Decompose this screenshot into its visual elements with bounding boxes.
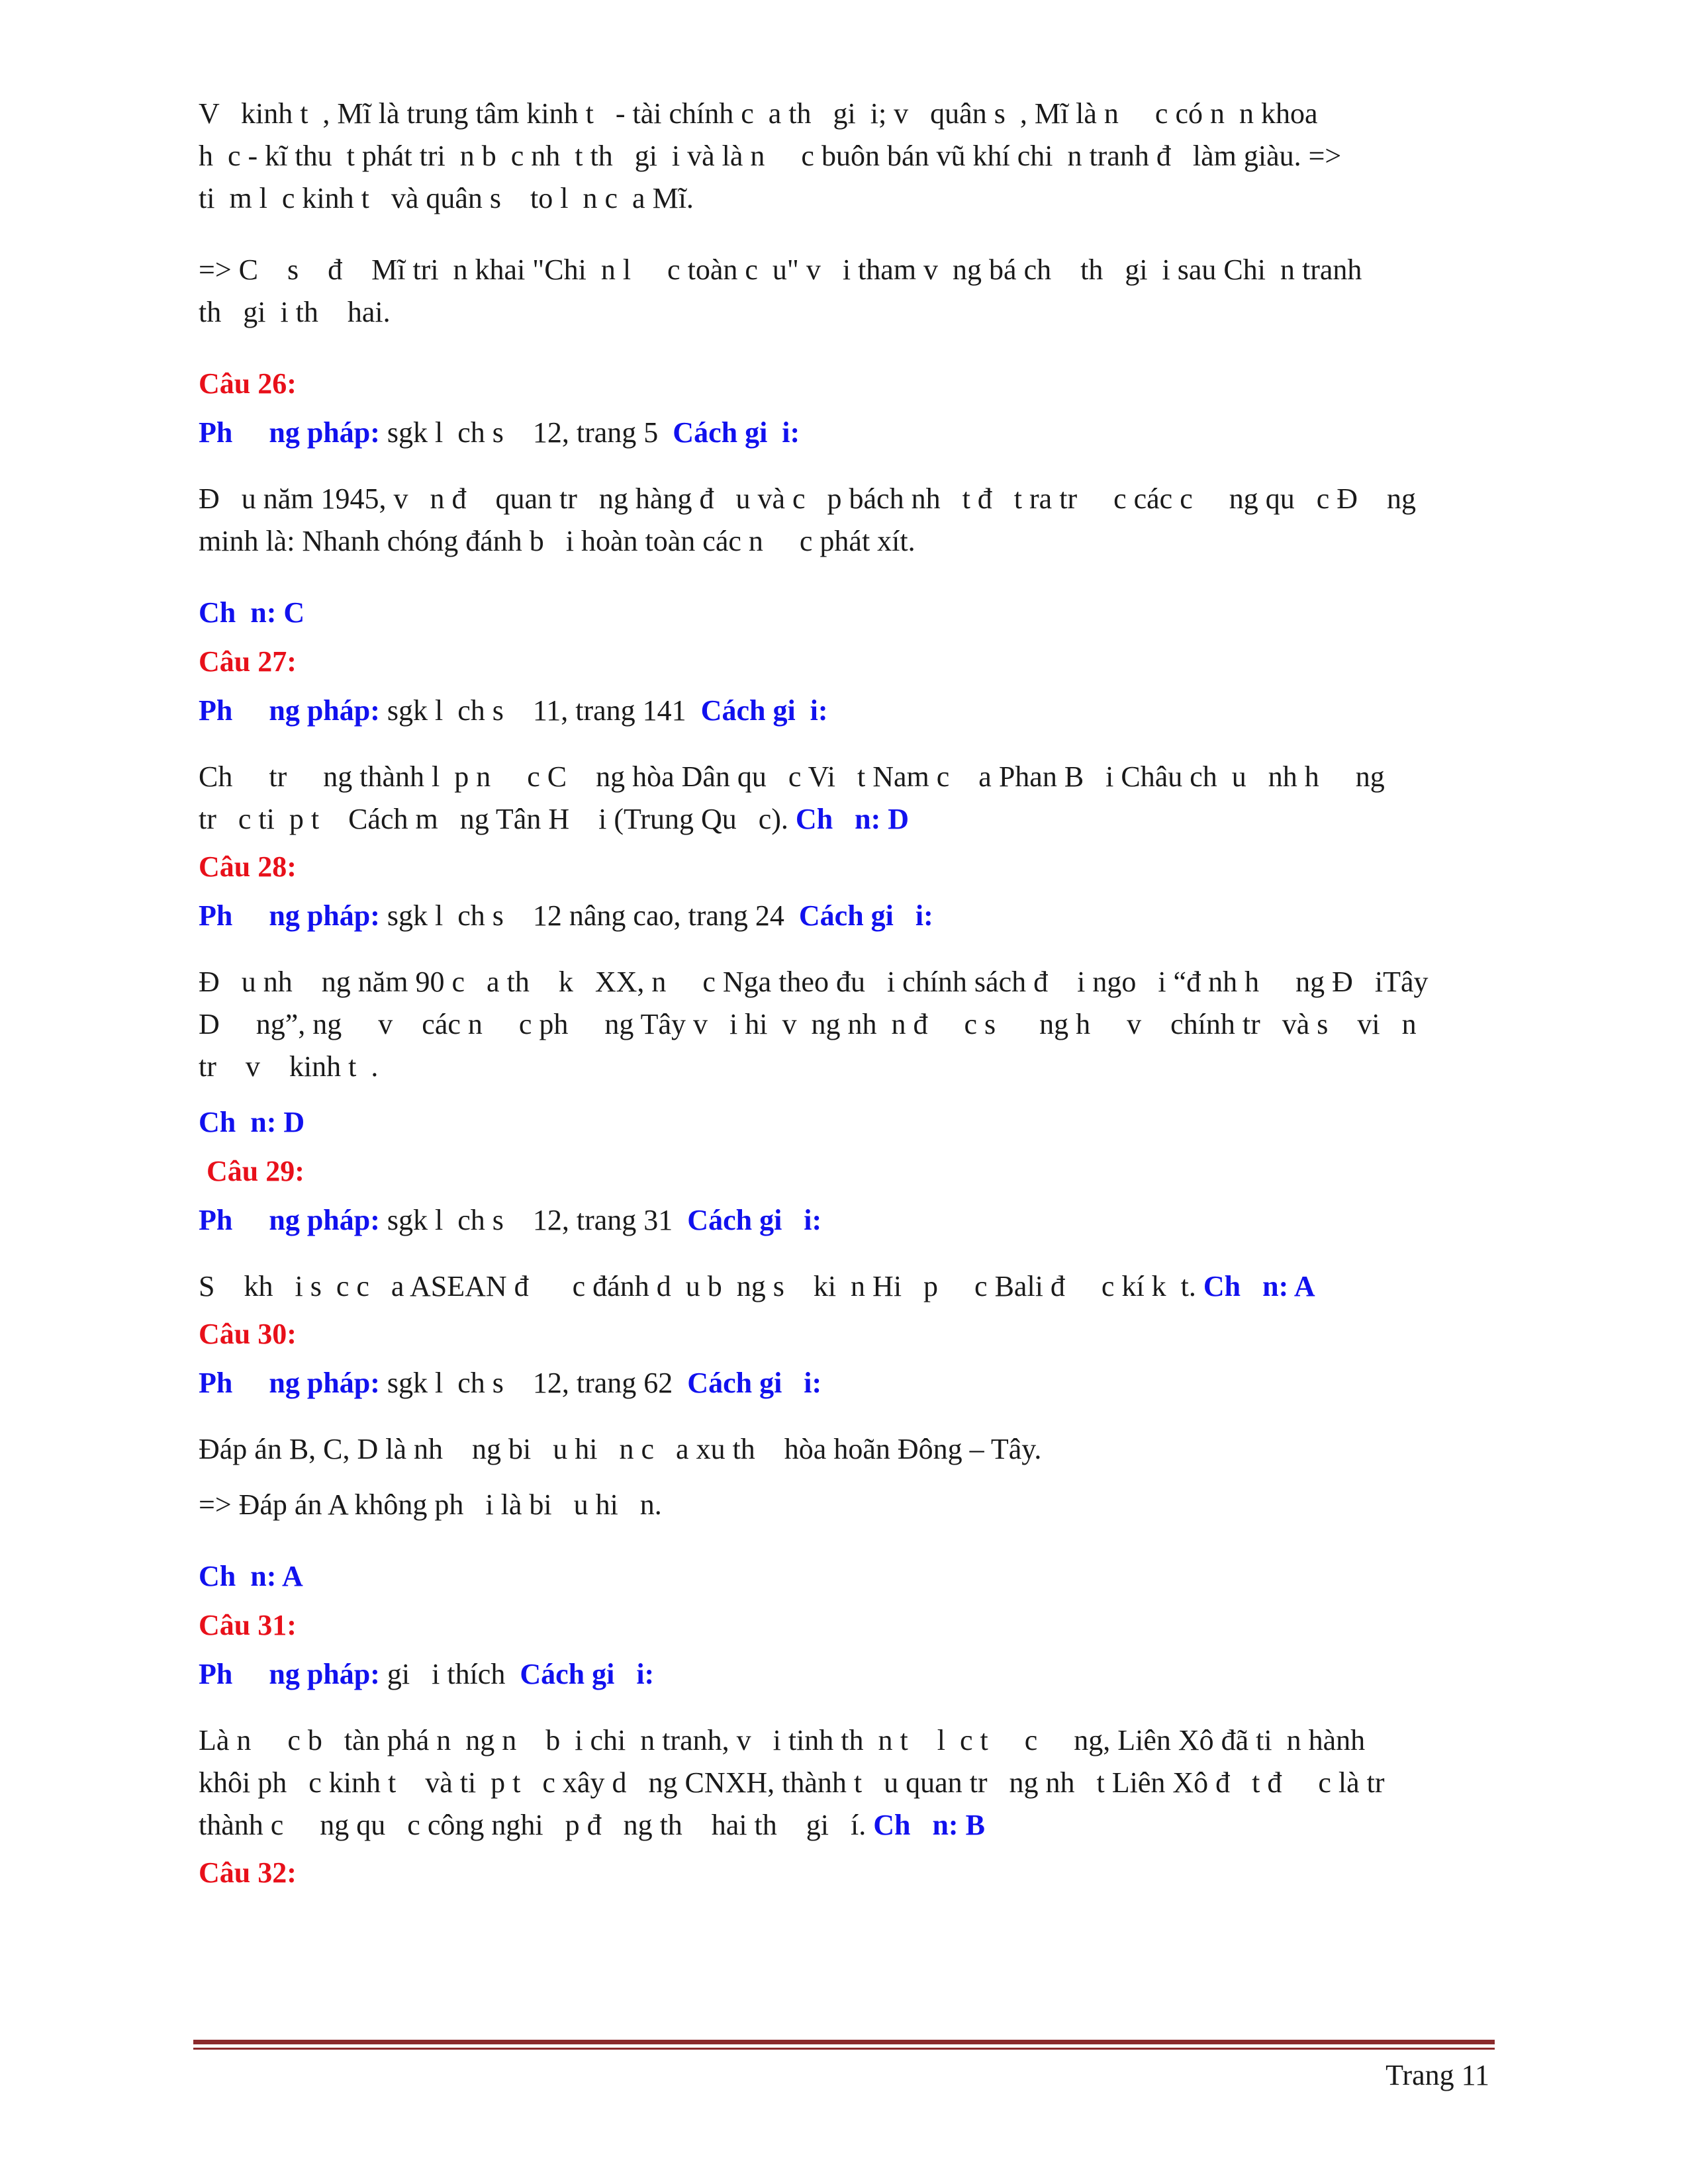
footer-rule — [193, 2040, 1495, 2044]
paragraph-text: khôi ph c kinh t và ti p t c xây d ng CNXH, thành t u quan tr ng nh t Liên Xô đ t đ c là tr — [199, 1766, 1385, 1799]
method-source: sgk l ch s 11, trang 141 — [379, 694, 694, 727]
answer-label: Ch n: A — [199, 1560, 303, 1592]
paragraph-line: h c - kĩ thu t phát tri n b c nh t th gi i và là n c buôn bán vũ khí chi n tranh đ làm giàu. => — [199, 140, 1342, 172]
paragraph-line — [199, 798, 1496, 841]
answer-label: Ch n: B — [873, 1809, 985, 1841]
paragraph-line: V kinh t , Mĩ là trung tâm kinh t - tài chính c a th gi i; v quân s , Mĩ là n c có n n khoa — [199, 97, 1318, 130]
question-heading: Câu 32: — [199, 1856, 297, 1889]
method-source: gi i thích — [379, 1658, 513, 1690]
answer-label: Ch n: A — [1203, 1270, 1315, 1302]
solution-label: Cách gi i: — [680, 1204, 822, 1236]
paragraph-line: minh là: Nhanh chóng đánh b i hoàn toàn các n c phát xít. — [199, 525, 915, 557]
method-source: sgk l ch s 12, trang 31 — [379, 1204, 680, 1236]
question-heading: Câu 27: — [199, 645, 297, 678]
method-source: sgk l ch s 12 nâng cao, trang 24 — [379, 899, 792, 932]
question-heading: Câu 31: — [199, 1609, 297, 1641]
method-label: Ph ng pháp: — [199, 1367, 380, 1399]
paragraph-line: Đáp án B, C, D là nh ng bi u hi n c a xu th hòa hoãn Đông – Tây. — [199, 1433, 1042, 1465]
question-heading: Câu 29: — [207, 1155, 305, 1187]
method-line — [199, 412, 1496, 454]
paragraph-line: => Đáp án A không ph i là bi u hi n. — [199, 1488, 662, 1521]
paragraph-text: Ch tr ng thành l p n c C ng hòa Dân qu c Vi t Nam c a Phan B i Châu ch u nh h ng — [199, 760, 1385, 793]
page-number: Trang 11 — [1385, 2059, 1489, 2091]
method-label: Ph ng pháp: — [199, 416, 380, 449]
paragraph-line: tr v kinh t . — [199, 1050, 379, 1083]
paragraph-line — [199, 1804, 1496, 1846]
method-line — [199, 1199, 1496, 1242]
paragraph-text: S kh i s c c a ASEAN đ c đánh d u b ng s ki n Hi p c Bali đ c kí k t. — [199, 1270, 1203, 1302]
solution-label: Cách gi i: — [680, 1367, 822, 1399]
method-line — [199, 1653, 1496, 1696]
method-label: Ph ng pháp: — [199, 1658, 380, 1690]
paragraph-text: tr c ti p t Cách m ng Tân H i (Trung Qu c). — [199, 803, 796, 835]
footer-rule-thin — [193, 2048, 1495, 2050]
paragraph-line: th gi i th hai. — [199, 296, 391, 328]
answer-label: Ch n: C — [199, 596, 305, 629]
paragraph-line: => C s đ Mĩ tri n khai "Chi n l c toàn c u" v i tham v ng bá ch th gi i sau Chi n tranh — [199, 253, 1362, 286]
solution-label: Cách gi i: — [512, 1658, 655, 1690]
paragraph-line — [199, 1265, 1496, 1308]
paragraph-text: Là n c b tàn phá n ng n b i chi n tranh, v i tinh th n t l c t c ng, Liên Xô đã ti n hành — [199, 1724, 1366, 1756]
paragraph-text: thành c ng qu c công nghi p đ ng th hai th gi í. — [199, 1809, 874, 1841]
question-heading: Câu 26: — [199, 367, 297, 400]
paragraph-line: Đ u nh ng năm 90 c a th k XX, n c Nga theo đu i chính sách đ i ngo i “đ nh h ng Đ iTây — [199, 966, 1429, 998]
method-line — [199, 895, 1496, 937]
method-label: Ph ng pháp: — [199, 1204, 380, 1236]
paragraph-line — [199, 1719, 1496, 1762]
answer-label: Ch n: D — [199, 1106, 305, 1138]
answer-label: Ch n: D — [795, 803, 910, 835]
paragraph-line — [199, 1762, 1496, 1804]
method-label: Ph ng pháp: — [199, 694, 380, 727]
paragraph-line: D ng”, ng v các n c ph ng Tây v i hi v ng nh n đ c s ng h v chính tr và s vi n — [199, 1008, 1417, 1040]
solution-label: Cách gi i: — [665, 416, 800, 449]
method-line — [199, 1362, 1496, 1404]
paragraph-line — [199, 756, 1496, 798]
method-label: Ph ng pháp: — [199, 899, 380, 932]
solution-label: Cách gi i: — [791, 899, 933, 932]
question-heading: Câu 28: — [199, 850, 297, 883]
solution-label: Cách gi i: — [693, 694, 828, 727]
method-source: sgk l ch s 12, trang 5 — [379, 416, 666, 449]
question-heading: Câu 30: — [199, 1318, 297, 1350]
page-content — [199, 93, 1496, 1901]
method-source: sgk l ch s 12, trang 62 — [379, 1367, 680, 1399]
method-line — [199, 690, 1496, 732]
paragraph-line: ti m l c kinh t và quân s to l n c a Mĩ. — [199, 182, 694, 214]
paragraph-line: Đ u năm 1945, v n đ quan tr ng hàng đ u và c p bách nh t đ t ra tr c các c ng qu c Đ ng — [199, 482, 1417, 515]
